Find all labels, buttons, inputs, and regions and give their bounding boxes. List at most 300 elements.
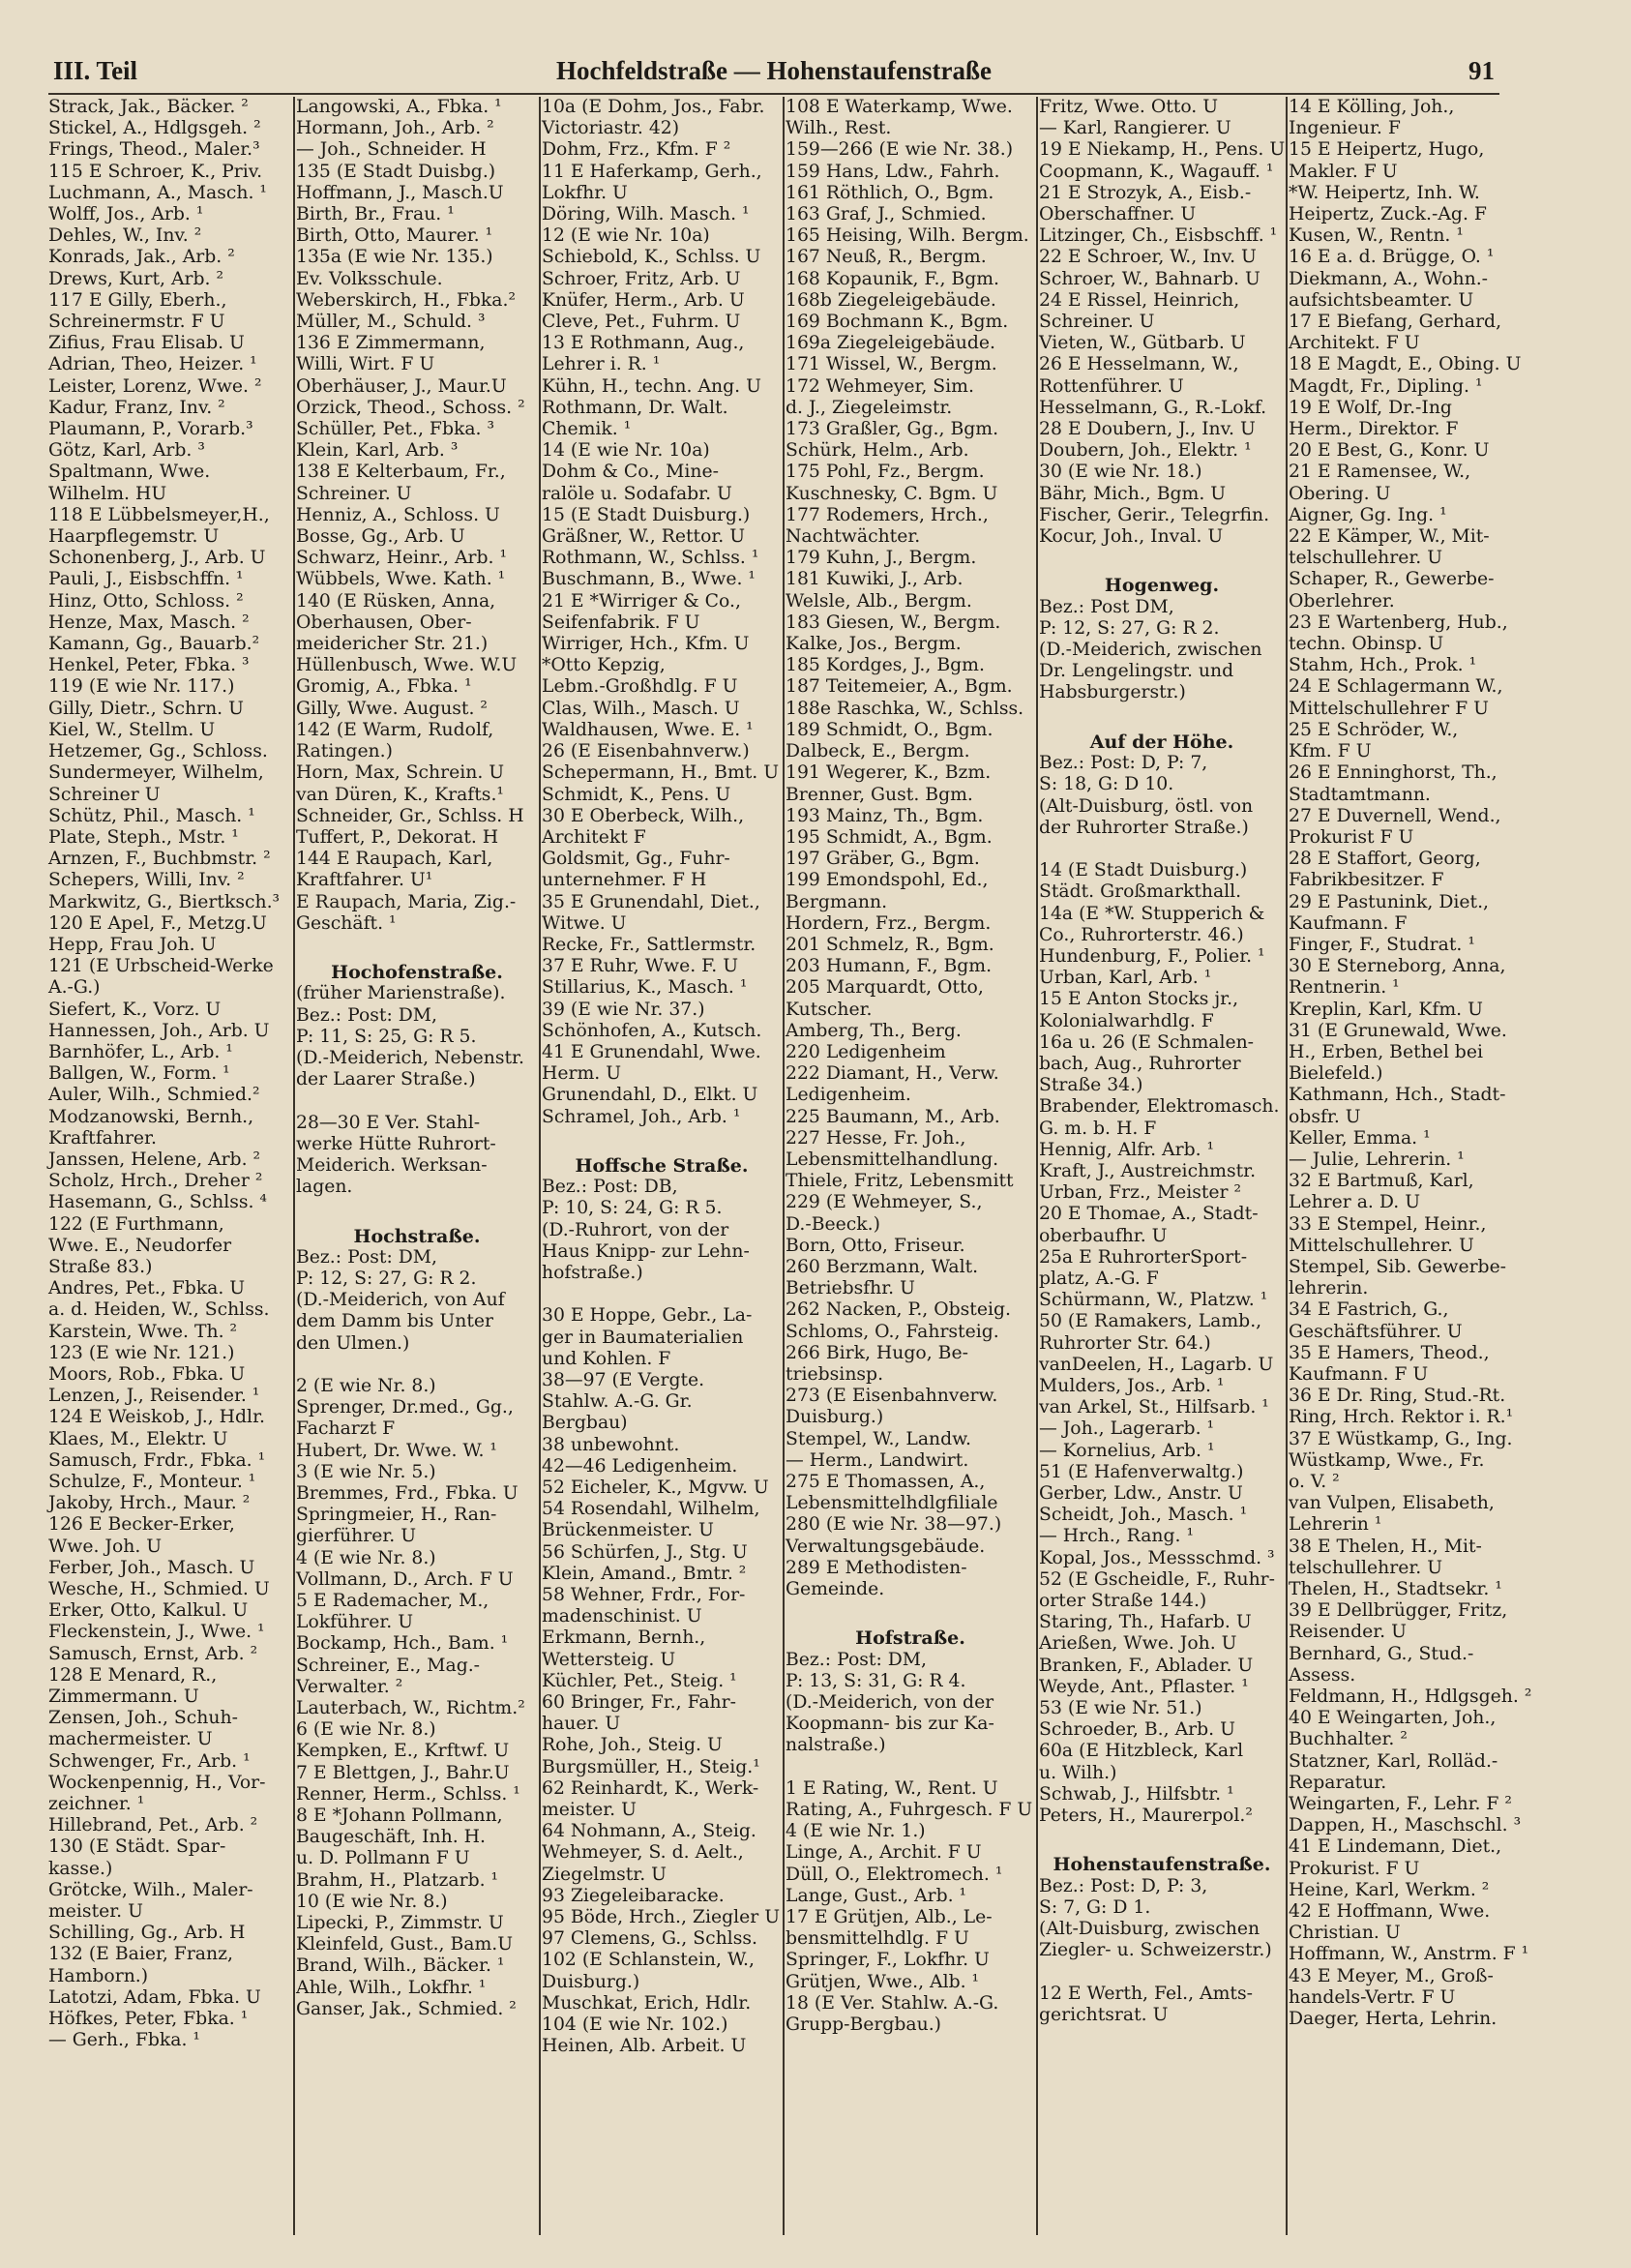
directory-entry: 53 (E wie Nr. 51.)	[1039, 1698, 1202, 1719]
directory-entry: machermeister. U	[48, 1729, 213, 1750]
directory-entry: 22 E Kämper, W., Mit-	[1289, 526, 1490, 548]
directory-entry: Klein, Karl, Arb. ³	[296, 440, 459, 462]
directory-entry: Sprenger, Dr.med., Gg.,	[296, 1397, 514, 1418]
directory-entry: Wolff, Jos., Arb. ¹	[48, 204, 204, 225]
directory-entry: Staring, Th., Hafarb. U	[1039, 1612, 1252, 1633]
directory-entry: Bergmann.	[786, 891, 888, 912]
directory-entry: Bockamp, Hch., Bam. ¹	[296, 1633, 509, 1655]
directory-entry	[542, 1128, 782, 1149]
directory-entry: Willi, Wirt. F U	[296, 354, 435, 375]
directory-entry: Co., Ruhrorterstr. 46.)	[1039, 924, 1244, 945]
directory-entry: Kalke, Jos., Bergm.	[786, 634, 962, 655]
directory-entry: Scheidt, Joh., Masch. ¹	[1039, 1505, 1248, 1526]
directory-entry: 15 (E Stadt Duisburg.)	[542, 504, 751, 525]
directory-entry: Stickel, A., Hdlgsgeh. ²	[48, 118, 261, 139]
directory-entry: Urban, Frz., Meister ²	[1039, 1182, 1242, 1204]
directory-entry: Stahm, Hch., Prok. ¹	[1289, 655, 1477, 676]
directory-entry: 195 Schmidt, A., Bgm.	[786, 826, 993, 848]
directory-entry: 181 Kuwiki, J., Arb.	[786, 569, 964, 590]
directory-entry: 167 Neuß, R., Bergm.	[786, 247, 987, 268]
directory-entry: Fritz, Wwe. Otto. U	[1039, 97, 1219, 117]
directory-column-2	[296, 97, 538, 2245]
directory-entry: 161 Röthlich, O., Bgm.	[786, 182, 994, 203]
directory-entry: 128 E Menard, R.,	[48, 1664, 218, 1686]
directory-entry: Schütz, Phil., Masch. ¹	[48, 805, 255, 826]
directory-entry: Dr. Lengelingstr. und	[1039, 661, 1234, 682]
directory-entry	[1039, 704, 1285, 726]
directory-entry: Thelen, H., Stadtsekr. ¹	[1289, 1579, 1502, 1600]
directory-entry: Schaper, R., Gewerbe-	[1289, 569, 1495, 590]
directory-entry: Scholz, Hrch., Dreher ²	[48, 1171, 263, 1192]
directory-entry: — Herm., Landwirt.	[786, 1449, 969, 1471]
directory-entry: — Joh., Lagerarb. ¹	[1039, 1418, 1215, 1440]
directory-entry: Duisburg.)	[786, 1407, 884, 1428]
directory-entry: Birth, Otto, Maurer. ¹	[296, 225, 493, 247]
directory-entry: Lehrer i. R. ¹	[542, 354, 661, 375]
directory-entry: Mulders, Jos., Arb. ¹	[1039, 1375, 1225, 1396]
directory-entry: Rentnerin. ¹	[1289, 977, 1400, 999]
directory-entry: Renner, Herm., Schlss. ¹	[296, 1783, 520, 1805]
directory-entry: S: 7, G: D 1.	[1039, 1896, 1151, 1918]
directory-entry: Bosse, Gg., Arb. U	[296, 526, 465, 548]
directory-entry: Kempken, E., Krftwf. U	[296, 1741, 510, 1762]
directory-entry: Lebensmittelhandlung.	[786, 1149, 999, 1170]
directory-entry: Schreiner, E., Mag.-	[296, 1655, 481, 1676]
directory-entry: Schroeder, B., Arb. U	[1039, 1719, 1235, 1741]
directory-entry: Hesselmann, G., R.-Lokf.	[1039, 397, 1267, 418]
directory-entry	[296, 1355, 538, 1376]
directory-entry: Schüller, Pet., Fbka. ³	[296, 419, 495, 440]
directory-entry: Zimmermann. U	[48, 1686, 199, 1708]
directory-entry: Grunendahl, D., Elkt. U	[542, 1085, 758, 1106]
directory-entry: 5 E Rademacher, M.,	[296, 1591, 489, 1612]
directory-entry: 35 E Grunendahl, Diet.,	[542, 891, 760, 912]
directory-entry: Döring, Wilh. Masch. ¹	[542, 204, 750, 225]
directory-entry: Straße 83.)	[48, 1256, 153, 1277]
directory-entry: (Alt-Duisburg, zwischen	[1039, 1919, 1260, 1940]
directory-entry: — Julie, Lehrerin. ¹	[1289, 1149, 1465, 1170]
directory-entry: Fabrikbesitzer. F	[1289, 870, 1444, 891]
directory-entry: 39 E Dellbrügger, Fritz,	[1289, 1600, 1508, 1622]
directory-entry: Fleckenstein, J., Wwe. ¹	[48, 1622, 265, 1643]
column-divider	[293, 97, 295, 2235]
directory-entry: P: 13, S: 31, G: R 4.	[786, 1670, 966, 1691]
directory-entry: gerichtsrat. U	[1039, 2004, 1169, 2025]
directory-entry: — Hrch., Rang. ¹	[1039, 1526, 1194, 1547]
directory-entry: Ziegler- u. Schweizerstr.)	[1039, 1940, 1272, 1961]
directory-entry: Schreinermstr. F U	[48, 312, 225, 333]
directory-entry: 175 Pohl, Fz., Bergm.	[786, 462, 985, 483]
directory-entry: Doubern, Joh., Elektr. ¹	[1039, 440, 1252, 462]
directory-entry: Linge, A., Archit. F U	[786, 1842, 982, 1864]
directory-entry: Hasemann, G., Schlss. ⁴	[48, 1192, 267, 1213]
directory-entry: — Joh., Schneider. H	[296, 139, 487, 161]
directory-entry: Kraft, J., Austreichmstr.	[1039, 1160, 1257, 1181]
directory-entry: Verwaltungsgebäude.	[786, 1536, 986, 1557]
directory-entry: Haarpflegemstr. U	[48, 526, 220, 548]
directory-entry: Wwe. E., Neudorfer	[48, 1235, 232, 1256]
directory-entry: 64 Nohmann, A., Steig.	[542, 1821, 756, 1842]
directory-entry: Mittelschullehrer. U	[1289, 1235, 1474, 1256]
directory-entry: 8 E *Johann Pollmann,	[296, 1805, 503, 1827]
directory-entry: Arießen, Wwe. Joh. U	[1039, 1633, 1237, 1655]
directory-entry: 18 E Magdt, E., Obing. U	[1289, 354, 1522, 375]
directory-entry: Weberskirch, H., Fbka.²	[296, 289, 516, 311]
directory-entry	[296, 1198, 538, 1219]
column-divider	[783, 97, 785, 2235]
directory-entry: Kadur, Franz, Inv. ²	[48, 397, 225, 418]
directory-entry: ger in Baumaterialien	[542, 1327, 744, 1348]
directory-entry: Wockenpennig, H., Vor-	[48, 1772, 266, 1793]
directory-entry: Straße 34.)	[1039, 1075, 1143, 1096]
directory-entry: A.-G.)	[48, 977, 101, 999]
directory-entry: 30 E Hoppe, Gebr., La-	[542, 1305, 753, 1327]
directory-entry: 15 E Heipertz, Hugo,	[1289, 139, 1485, 161]
directory-entry: 124 E Weiskob, J., Hdlr.	[48, 1407, 265, 1428]
directory-entry: Goldsmit, Gg., Fuhr-	[542, 849, 730, 870]
directory-entry: 14a (E *W. Stupperich &	[1039, 903, 1265, 924]
directory-entry: Duisburg.)	[542, 1971, 640, 1992]
directory-entry: 97 Clemens, G., Schlss.	[542, 1928, 757, 1950]
directory-entry: (D.-Meiderich, zwischen	[1039, 640, 1262, 661]
directory-entry: bensmittelhdlg. F U	[786, 1928, 969, 1950]
directory-entry: Schulze, F., Monteur. ¹	[48, 1472, 256, 1492]
directory-entry: platz, A.-G. F	[1039, 1268, 1159, 1289]
column-divider	[1286, 97, 1288, 2235]
directory-entry: 260 Berzmann, Walt.	[786, 1256, 979, 1277]
directory-entry: Lehrerin ¹	[1289, 1514, 1382, 1536]
directory-entry: 168 Kopaunik, F., Bgm.	[786, 268, 1000, 289]
directory-entry: 42 E Hoffmann, Wwe.	[1289, 1901, 1491, 1923]
directory-entry: Tuffert, P., Dekorat. H	[296, 826, 499, 848]
directory-entry	[296, 1090, 538, 1112]
directory-entry: 1 E Rating, W., Rent. U	[786, 1777, 998, 1799]
directory-entry: 35 E Hamers, Theod.,	[1289, 1342, 1490, 1363]
directory-entry: hauer. U	[542, 1714, 621, 1735]
directory-entry: Welsle, Alb., Bergm.	[786, 590, 972, 612]
directory-entry: Erkmann, Bernh.,	[542, 1627, 706, 1649]
directory-entry: Brückenmeister. U	[542, 1520, 714, 1541]
directory-entry: unternehmer. F H	[542, 870, 707, 891]
directory-entry: Gräßner, W., Rettor. U	[542, 526, 746, 548]
directory-column-3	[542, 97, 782, 2245]
directory-entry: Hamborn.)	[48, 1965, 149, 1986]
directory-entry: 4 (E wie Nr. 8.)	[296, 1547, 436, 1568]
directory-entry: Bez.: Post: D, P: 3,	[1039, 1875, 1208, 1896]
directory-entry: Hordern, Frz., Bergm.	[786, 912, 992, 934]
directory-entry: Brand, Wilh., Bäcker. ¹	[296, 1955, 505, 1977]
directory-entry: Bez.: Post: DM,	[296, 1246, 438, 1268]
directory-entry: Litzinger, Ch., Eisbschff. ¹	[1039, 225, 1278, 247]
directory-entry: 28—30 E Ver. Stahl-	[296, 1112, 481, 1133]
street-range-title: Hochfeldstraße — Hohenstaufenstraße	[556, 56, 992, 85]
directory-entry: D.-Beeck.)	[786, 1213, 880, 1235]
directory-entry: Dohm, Frz., Kfm. F ²	[542, 139, 731, 161]
directory-entry: 25 E Schröder, W.,	[1289, 719, 1459, 740]
directory-entry: 126 E Becker-Erker,	[48, 1514, 235, 1536]
directory-entry: Herm., Direktor. F	[1289, 419, 1459, 440]
directory-entry: Makler. F U	[1289, 161, 1398, 182]
directory-entry: Stadtamtmann.	[1289, 784, 1431, 805]
directory-entry: 183 Giesen, W., Bergm.	[786, 612, 1001, 633]
directory-entry: Schönhofen, A., Kutsch.	[542, 1020, 762, 1041]
directory-entry: 30 (E wie Nr. 18.)	[1039, 462, 1202, 483]
directory-entry: lagen.	[296, 1177, 353, 1198]
page-number: 91	[1468, 56, 1495, 85]
directory-entry: (D.-Meiderich, von Auf	[296, 1290, 505, 1311]
directory-entry: 169 Bochmann K., Bgm.	[786, 312, 1009, 333]
directory-entry: 12 (E wie Nr. 10a)	[542, 225, 710, 247]
directory-entry: Coopmann, K., Wagauff. ¹	[1039, 161, 1274, 182]
directory-entry: techn. Obinsp. U	[1289, 634, 1444, 655]
directory-entry: d. J., Ziegeleimstr.	[786, 397, 953, 418]
directory-entry: 197 Gräber, G., Bgm.	[786, 849, 980, 870]
directory-entry: 60a (E Hitzbleck, Karl	[1039, 1741, 1244, 1762]
directory-entry: 123 (E wie Nr. 121.)	[48, 1342, 235, 1363]
directory-entry: Hormann, Joh., Arb. ²	[296, 118, 494, 139]
directory-entry: Aigner, Gg. Ing. ¹	[1289, 504, 1447, 525]
directory-entry: Ruhrorter Str. 64.)	[1039, 1332, 1211, 1354]
directory-entry: Architekt F	[542, 826, 646, 848]
directory-entry: 17 E Grütjen, Alb., Le-	[786, 1907, 993, 1928]
directory-entry: bach, Aug., Ruhrorter	[1039, 1053, 1241, 1074]
directory-entry: u. Wilh.)	[1039, 1762, 1117, 1783]
directory-entry: Kaufmann. F	[1289, 912, 1408, 934]
directory-entry: Gilly, Dietr., Schrn. U	[48, 698, 244, 719]
directory-entry: 227 Hesse, Fr. Joh.,	[786, 1127, 966, 1149]
directory-entry: Springmeier, H., Ran-	[296, 1505, 497, 1526]
directory-entry: Plaumann, P., Vorarb.³	[48, 419, 253, 440]
directory-entry: Ferber, Joh., Masch. U	[48, 1557, 255, 1578]
directory-entry: Oberhausen, Ober-	[296, 612, 472, 633]
directory-entry: Kreplin, Karl, Kfm. U	[1289, 999, 1483, 1020]
directory-entry	[1039, 839, 1285, 860]
directory-entry: 58 Wehner, Frdr., For-	[542, 1585, 746, 1606]
directory-entry: 275 E Thomassen, A.,	[786, 1472, 986, 1492]
directory-entry: Schepers, Willi, Inv. ²	[48, 870, 245, 891]
directory-entry: handels-Vertr. F U	[1289, 1986, 1456, 2008]
directory-entry: 27 E Duvernell, Wend.,	[1289, 805, 1501, 826]
directory-entry: Grupp-Bergbau.)	[786, 2014, 941, 2036]
directory-entry: telschullehrer. U	[1289, 1557, 1443, 1578]
directory-entry: Kusen, W., Rentn. ¹	[1289, 225, 1464, 247]
directory-entry: 26 E Enninghorst, Th.,	[1289, 762, 1498, 784]
directory-entry: P: 12, S: 27, G: R 2.	[1039, 617, 1220, 639]
directory-entry: van Vulpen, Elisabeth,	[1289, 1493, 1495, 1514]
directory-entry: 225 Baumann, M., Arb.	[786, 1106, 1000, 1127]
directory-entry: Statzner, Karl, Rolläd.-	[1289, 1750, 1498, 1772]
directory-entry: Herm. U	[542, 1063, 622, 1085]
directory-entry: Magdt, Fr., Dipling. ¹	[1289, 375, 1483, 397]
directory-entry: Düll, O., Elektromech. ¹	[786, 1864, 1003, 1885]
directory-entry: Wehmeyer, S. d. Aelt.,	[542, 1842, 744, 1864]
directory-entry: Kraftfahrer.	[48, 1127, 157, 1149]
directory-entry: Schmidt, K., Pens. U	[542, 784, 731, 805]
directory-entry: 16 E a. d. Brügge, O. ¹	[1289, 247, 1495, 268]
directory-entry: Nachtwächter.	[786, 526, 921, 548]
directory-entry: o. V. ²	[1289, 1472, 1340, 1492]
directory-entry: Jakoby, Hrch., Maur. ²	[48, 1493, 251, 1514]
directory-entry: Reisender. U	[1289, 1622, 1407, 1643]
directory-entry: obsfr. U	[1289, 1106, 1361, 1127]
directory-entry: 51 (E Hafenverwaltg.)	[1039, 1461, 1244, 1482]
directory-entry: 104 (E wie Nr. 102.)	[542, 2014, 728, 2036]
directory-entry: Kühn, H., techn. Ang. U	[542, 375, 761, 397]
directory-entry: *W. Heipertz, Inh. W.	[1289, 182, 1480, 203]
directory-entry: 6 (E wie Nr. 8.)	[296, 1719, 436, 1741]
directory-entry: 138 E Kelterbaum, Fr.,	[296, 462, 506, 483]
directory-entry: 93 Ziegeleibaracke.	[542, 1885, 725, 1906]
directory-entry: 24 E Schlagermann W.,	[1289, 676, 1503, 698]
directory-entry: Brenner, Gust. Bgm.	[786, 784, 973, 805]
directory-entry: (früher Marienstraße).	[296, 983, 506, 1004]
directory-entry: Prokurist F U	[1289, 826, 1414, 848]
directory-entry: S: 18, G: D 10.	[1039, 774, 1174, 795]
directory-entry: u. D. Pollmann F U	[296, 1848, 470, 1869]
directory-entry: Ingenieur. F	[1289, 118, 1401, 139]
directory-entry: Rating, A., Fuhrgesch. F U	[786, 1800, 1033, 1821]
directory-entry: Henniz, A., Schloss. U	[296, 504, 500, 525]
street-heading: Auf der Höhe.	[1089, 731, 1234, 753]
directory-entry: Reparatur.	[1289, 1772, 1387, 1793]
directory-entry: Ziegelmstr. U	[542, 1864, 667, 1885]
directory-entry: E Raupach, Maria, Zig.-	[296, 891, 517, 912]
directory-entry: — Gerh., Fbka. ¹	[48, 2030, 200, 2051]
directory-entry: 201 Schmelz, R., Bgm.	[786, 934, 994, 955]
directory-entry: Bähr, Mich., Bgm. U	[1039, 483, 1227, 504]
directory-entry: *Otto Kepzig,	[542, 655, 666, 676]
directory-entry: orter Straße 144.)	[1039, 1591, 1207, 1612]
directory-entry: 185 Kordges, J., Bgm.	[786, 655, 985, 676]
directory-entry: Hetzemer, Gg., Schloss.	[48, 741, 268, 762]
directory-entry: (D.-Meiderich, Nebenstr.	[296, 1047, 524, 1068]
street-heading: Hogenweg.	[1104, 575, 1220, 597]
directory-entry: Finger, F., Studrat. ¹	[1289, 934, 1475, 955]
directory-entry: Buschmann, B., Wwe. ¹	[542, 569, 756, 590]
directory-entry: oberbaufhr. U	[1039, 1225, 1168, 1246]
directory-entry: Hoffmann, W., Anstrm. F ¹	[1289, 1944, 1529, 1965]
directory-entry: 40 E Weingarten, Joh.,	[1289, 1708, 1497, 1729]
directory-entry: 37 E Wüstkamp, G., Ing.	[1289, 1428, 1513, 1449]
directory-entry: Spaltmann, Wwe.	[48, 462, 211, 483]
directory-entry: 187 Teitemeier, A., Bgm.	[786, 676, 1013, 698]
directory-entry: Müller, M., Schuld. ³	[296, 312, 486, 333]
directory-entry: 171 Wissel, W., Bergm.	[786, 354, 997, 375]
part-label: III. Teil	[53, 56, 138, 85]
directory-entry: Recke, Fr., Sattlermstr.	[542, 934, 756, 955]
directory-entry: a. d. Heiden, W., Schlss.	[48, 1299, 270, 1321]
directory-entry: 11 E Haferkamp, Gerh.,	[542, 161, 762, 182]
directory-entry: Hinz, Otto, Schloss. ²	[48, 590, 244, 612]
directory-entry: Schepermann, H., Bmt. U	[542, 762, 780, 784]
directory-entry: Hepp, Frau Joh. U	[48, 934, 217, 955]
directory-entry: Dehles, W., Inv. ²	[48, 225, 202, 247]
directory-entry: Ganser, Jak., Schmied. ²	[296, 1998, 517, 2019]
directory-column-1	[48, 97, 292, 2245]
directory-entry: Facharzt F	[296, 1418, 396, 1440]
directory-entry: 10 (E wie Nr. 8.)	[296, 1891, 448, 1912]
directory-entry: Pauli, J., Eisbschffn. ¹	[48, 569, 244, 590]
directory-entry: Leister, Lorenz, Wwe. ²	[48, 375, 262, 397]
directory-entry: 17 E Biefang, Gerhard,	[1289, 312, 1502, 333]
directory-entry: Lebm.-Großhdlg. F U	[542, 676, 738, 698]
directory-entry: lehrerin.	[1289, 1278, 1369, 1299]
directory-entry: 14 (E wie Nr. 10a)	[542, 440, 710, 462]
directory-entry: Dohm & Co., Mine-	[542, 462, 719, 483]
directory-entry: Hubert, Dr. Wwe. W. ¹	[296, 1440, 497, 1461]
directory-entry: 159 Hans, Ldw., Fahrh.	[786, 161, 1000, 182]
directory-entry: 39 (E wie Nr. 37.)	[542, 999, 705, 1020]
directory-entry: Frings, Theod., Maler.³	[48, 139, 260, 161]
directory-entry: 30 E Oberbeck, Wilh.,	[542, 805, 745, 826]
directory-entry: meister. U	[542, 1800, 637, 1821]
directory-entry: Wwe. Joh. U	[48, 1536, 163, 1557]
directory-entry: Obering. U	[1289, 483, 1391, 504]
directory-entry: 24 E Rissel, Heinrich,	[1039, 289, 1240, 311]
directory-entry: Heine, Karl, Werkm. ²	[1289, 1879, 1490, 1900]
directory-entry: Zensen, Joh., Schuh-	[48, 1708, 238, 1729]
directory-entry: Feldmann, H., Hdlgsgeh. ²	[1289, 1686, 1532, 1708]
directory-entry: Lipecki, P., Zimmstr. U	[296, 1913, 504, 1934]
directory-entry: 118 E Lübbelsmeyer,H.,	[48, 504, 270, 525]
directory-entry: Luchmann, A., Masch. ¹	[48, 182, 267, 203]
directory-entry: Karstein, Wwe. Th. ²	[48, 1321, 238, 1342]
directory-entry: nalstraße.)	[786, 1735, 886, 1756]
directory-entry: (D.-Meiderich, von der	[786, 1692, 994, 1714]
directory-entry: der Ruhrorter Straße.)	[1039, 817, 1249, 838]
directory-entry: Schwab, J., Hilfsbtr. ¹	[1039, 1783, 1234, 1805]
directory-entry: Wilhelm. HU	[48, 483, 167, 504]
directory-entry: telschullehrer. U	[1289, 548, 1443, 569]
directory-entry: 135 (E Stadt Duisbg.)	[296, 161, 496, 182]
directory-entry: 41 E Grunendahl, Wwe.	[542, 1041, 761, 1062]
directory-entry: der Laarer Straße.)	[296, 1069, 476, 1090]
directory-entry: Schreiner. U	[1039, 312, 1155, 333]
directory-entry: 120 E Apel, F., Metzg.U	[48, 912, 267, 934]
directory-entry: 20 E Best, G., Konr. U	[1289, 440, 1490, 462]
directory-entry: 60 Bringer, Fr., Fahr-	[542, 1692, 736, 1714]
directory-entry: Höfkes, Peter, Fbka. ¹	[48, 2009, 249, 2030]
directory-entry: Clas, Wilh., Masch. U	[542, 698, 740, 719]
directory-entry: Orzick, Theod., Schoss. ²	[296, 397, 525, 418]
directory-entry: Weyde, Ant., Pflaster. ¹	[1039, 1676, 1249, 1697]
directory-entry: Schwenger, Fr., Arb. ¹	[48, 1750, 251, 1772]
column-divider	[1036, 97, 1038, 2235]
street-heading: Hoffsche Straße.	[575, 1154, 749, 1177]
directory-entry: Seifenfabrik. F U	[542, 612, 700, 633]
street-heading: Hochstraße.	[353, 1225, 481, 1247]
directory-entry: 16a u. 26 (E Schmalen-	[1039, 1031, 1255, 1053]
directory-entry: Ev. Volksschule.	[296, 268, 443, 289]
directory-entry: Lenzen, J., Reisender. ¹	[48, 1386, 260, 1407]
directory-entry: Lebensmittelhdlgfiliale	[786, 1493, 998, 1514]
directory-entry: 168b Ziegeleigebäude.	[786, 289, 996, 311]
directory-entry: 102 (E Schlanstein, W.,	[542, 1950, 755, 1971]
directory-column-4	[786, 97, 1035, 2245]
directory-entry: H., Erben, Bethel bei	[1289, 1041, 1483, 1062]
directory-entry: 21 E Ramensee, W.,	[1289, 462, 1471, 483]
directory-entry: Wübbels, Wwe. Kath. ¹	[296, 569, 506, 590]
directory-entry: Ballgen, W., Form. ¹	[48, 1063, 230, 1085]
directory-entry: 266 Birk, Hugo, Be-	[786, 1342, 968, 1363]
directory-entry: 22 E Schroer, W., Inv. U	[1039, 247, 1257, 268]
directory-entry: 42—46 Ledigenheim.	[542, 1455, 738, 1477]
directory-entry: Hannessen, Joh., Arb. U	[48, 1020, 270, 1041]
directory-entry: Kamann, Gg., Bauarb.²	[48, 634, 260, 655]
directory-entry: 188e Raschka, W., Schlss.	[786, 698, 1024, 719]
directory-entry: Bez.: Post: D, P: 7,	[1039, 753, 1208, 774]
directory-entry: Weingarten, F., Lehr. F ²	[1289, 1794, 1512, 1815]
